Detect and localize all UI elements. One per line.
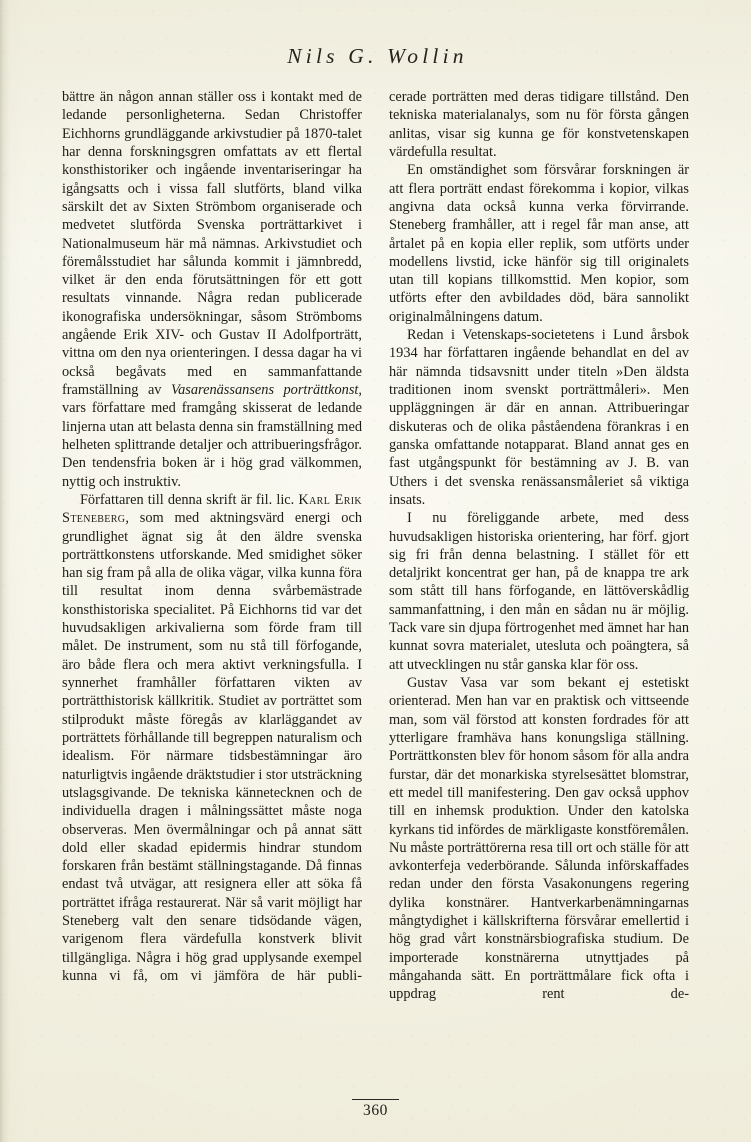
small-caps-person-name: Karl Erik Steneberg (62, 491, 363, 527)
paragraph (389, 674, 689, 1004)
text-run: cerade porträtten med deras tidigare tillstånd. Den tekniska materialanalys, som nu för första gången anlitas, visar sig kunna ge för konstvetenskapen värdefulla resultat. (389, 89, 689, 160)
paragraph (389, 509, 689, 674)
left-text-column (62, 88, 362, 1004)
paragraph (389, 326, 689, 509)
folio-rule (352, 1099, 399, 1100)
text-run: Gustav Vasa var som bekant ej estetiskt orienterad. Men han var en praktisk och vittseende man, som väl förstod att konsten fordrades för att ytterligare framhäva hans konungsliga ställning. Porträttkonsten blev för honom såsom för alla andra furstar, där det monarkiska styrelsesättet blomstrar, ett medel till manifestering. Den gav också upphov till en inhemsk produktion. Under den katolska kyrkans tid infördes de märkligaste konstföremålen. Nu måste porträttörerna resa till ort och ställe för att avkonterfeja vederbörande. Sålunda införskaffades redan under den första Vasakonungens regering dylika konstnärer. Hantverkarbenämningarnas mångtydighet i källskrifterna försvårar emellertid i hög grad vårt konstnärsbiografiska studium. De importerade konstnärerna utnyttjades på mångahanda sätt. En porträttmålare fick ofta i uppdrag rent de- (389, 675, 689, 1003)
right-text-column (389, 88, 689, 1004)
text-run: I nu föreliggande arbete, med dess huvudsakligen historiska orientering, har förf. gjort sig fri från denna belastning. I stället för ett detaljrikt koncentrat ger han, på de knappa tre ark som stått till hans förfogande, en lättöverskådlig sammanfattning, i den mån en sådan nu är möjlig. Tack vare sin djupa förtrogenhet med ämnet har han kunnat sovra materialet, utesluta och poängtera, så att utvecklingen nu står ganska klar för oss. (389, 510, 689, 673)
paragraph (62, 491, 362, 985)
paragraph (389, 161, 689, 326)
paragraph (62, 88, 362, 491)
folio (0, 1099, 751, 1120)
text-run: bättre än någon annan ställer oss i kontakt med de ledande personligheterna. Sedan Christoffer Eichhorns grundläggande arkivstudier på 1870-talet har denna forskningsgren omfattats av ett flertal konsthistoriker och ingående inventariseringar ha igångsatts och i vissa fall slutförts, bland vilka särskilt det av Sixten Strömbom organiserade och medvetet slutförda Svenska porträttarkivet i Nationalmuseum här må nämnas. Arkivstudiet och föremålsstudiet har sålunda kommit i jämnbredd, vilket är den enda förutsättningen för ett gott resultats vinnande. Några redan publicerade ikonografiska undersökningar, såsom Strömboms angående Erik XIV- och Gustav II Adolfporträtt, vittna om den nya orienteringen. I dessa dagar ha vi också begåvats med en sammanfattande framställning av (62, 89, 362, 398)
italic-book-title: Vasarenässansens porträttkonst (170, 382, 359, 398)
paragraph (389, 88, 689, 161)
text-run: Redan i Vetenskaps-societetens i Lund årsbok 1934 har författaren ingående behandlat en del av här nämnda tidsavsnitt under titeln »Den äldsta traditionen inom svenskt porträttmåleri». Men uppläggningen är där en annan. Attribueringar diskuteras och de olika påståendena förankras i en ganska omfattande notapparat. Bland annat ges en fast utgångspunkt för bestämning av J. B. van Uthers i det svenska renässansmåleriet så viktiga insats. (389, 327, 689, 508)
body-text-columns (62, 88, 689, 1004)
text-run: Författaren till denna skrift är fil. lic. (79, 491, 299, 508)
text-run: , som med aktningsvärd energi och grundlighet ägnat sig åt den äldre svenska porträttkonstens utforskande. Med smidighet söker han sig fram på alla de olika vägar, vilka kunna föra till resultat inom denna svårbemästrade konsthistoriska specialitet. På Eichhorns tid var det huvudsakligen arkivalierna som förde fram till målet. De instrument, som nu stå till förfogande, äro både flera och mera aktivt verkningsfulla. I synnerhet framhåller författaren vikten av porträtthistorisk källkritik. Studiet av porträttet som stilprodukt måste föregås av klarläggandet av porträttets förhållande till begreppen naturalism och idealism. För närmare tidsbestämningar äro naturligtvis ingående dräktstudier i stor utsträckning utslagsgivande. De tekniska kännetecknen och de individuella dragen i målningssättet måste noga observeras. Men övermålningar och på annat sätt dold eller skadad epidermis hindrar stundom forskaren från bestämt ställningstagande. Då finnas endast två utvägar, att resignera eller att söka få porträttet ifråga restaurerat. När så varit möjligt har Steneberg valt den senare tidsödande vägen, varigenom flera värdefulla konstverk blivit tillgängliga. Några i hög grad upplysande exempel kunna vi få, om vi jämföra de här publi- (62, 510, 362, 984)
running-head (0, 44, 751, 69)
page-number: 360 (362, 1102, 389, 1119)
text-run: , vars författare med framgång skisserat de ledande linjerna utan att belasta denna sin framställning med helheten splittrande detaljer och attribueringsfrågor. Den tendensfria boken är i hög grad välkommen, nyttig och instruktiv. (62, 382, 362, 490)
text-run: En omständighet som försvårar forskningen är att flera porträtt endast förekomma i kopior, vilkas angivna data också kunna verka förvirrande. Steneberg framhåller, att i regel får man anse, att årtalet på en kopia eller replik, som utförts under modellens livstid, icke hänför sig till originalets utan till kopians tillkomsttid. Men kopior, som utförts efter den avbildades död, bära sannolikt originalmålningens datum. (389, 162, 689, 325)
running-head-author-name: Nils G. Wollin (287, 44, 468, 68)
